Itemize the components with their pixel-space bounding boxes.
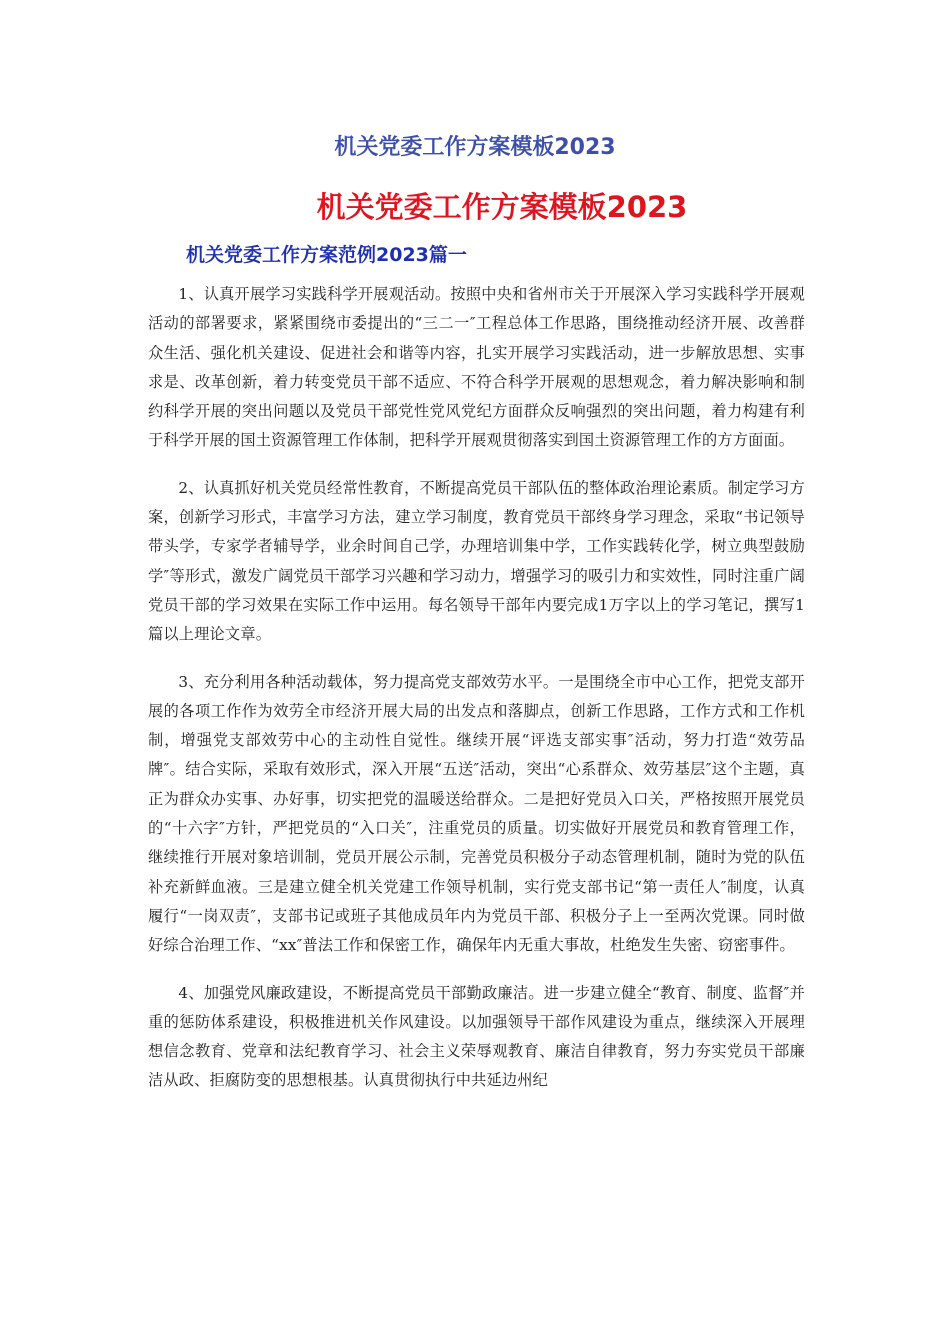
paragraph-4: 4、加强党风廉政建设，不断提高党员干部勤政廉洁。进一步建立健全“教育、制度、监督″并重的惩防体系建设，积极推进机关作风建设。以加强领导干部作风建设为重点，继续深入开展理想信念教育、党章和法纪教育学习、社会主义荣辱观教育、廉洁自律教育，努力夯实党员干部廉洁从政、拒腐防变的思想根基。认真贯彻执行中共延边州纪 (148, 983, 805, 1090)
document-title: 机关党委工作方案模板2023 (334, 135, 616, 160)
section-heading: 机关党委工作方案范例2023篇一 (186, 244, 467, 266)
body-text (148, 280, 805, 1114)
paragraph-3: 3、充分利用各种活动载体，努力提高党支部效劳水平。一是围绕全市中心工作，把党支部开展的各项工作作为效劳全市经济开展大局的出发点和落脚点，创新工作思路，工作方式和工作机制，增强党支部效劳中心的主动性自觉性。继续开展“评选支部实事″活动，努力打造“效劳品牌″。结合实际，采取有效形式，深入开展“五送″活动，突出“心系群众、效劳基层″这个主题，真正为群众办实事、办好事，切实把党的温暖送给群众。二是把好党员入口关，严格按照开展党员的“十六字″方针，严把党员的“入口关″，注重党员的质量。切实做好开展党员和教育管理工作，继续推行开展对象培训制，党员开展公示制，完善党员积极分子动态管理机制，随时为党的队伍补充新鲜血液。三是建立健全机关党建工作领导机制，实行党支部书记“第一责任人″制度，认真履行“一岗双责″，支部书记或班子其他成员年内为党员干部、积极分子上一至两次党课。同时做好综合治理工作、“xx″普法工作和保密工作，确保年内无重大事故，杜绝发生失密、窃密事件。 (148, 672, 805, 955)
paragraph-2: 2、认真抓好机关党员经常性教育，不断提高党员干部队伍的整体政治理论素质。制定学习方案，创新学习形式，丰富学习方法，建立学习制度，教育党员干部终身学习理念，采取“书记领导带头学，专家学者辅导学，业余时间自己学，办理培训集中学，工作实践转化学，树立典型鼓励学″等形式，激发广阔党员干部学习兴趣和学习动力，增强学习的吸引力和实效性，同时注重广阔党员干部的学习效果在实际工作中运用。每名领导干部年内要完成1万字以上的学习笔记，撰写1篇以上理论文章。 (148, 478, 805, 644)
paragraph-1: 1、认真开展学习实践科学开展观活动。按照中央和省州市关于开展深入学习实践科学开展观活动的部署要求，紧紧围绕市委提出的“三二一″工程总体工作思路，围绕推动经济开展、改善群众生活、强化机关建设、促进社会和谐等内容，扎实开展学习实践活动，进一步解放思想、实事求是、改革创新，着力转变党员干部不适应、不符合科学开展观的思想观念，着力解决影响和制约科学开展的突出问题以及党员干部党性党风党纪方面群众反响强烈的突出问题，着力构建有利于科学开展的国土资源管理工作体制，把科学开展观贯彻落实到国土资源管理工作的方方面面。 (148, 285, 805, 450)
main-title: 机关党委工作方案模板2023 (316, 190, 688, 224)
